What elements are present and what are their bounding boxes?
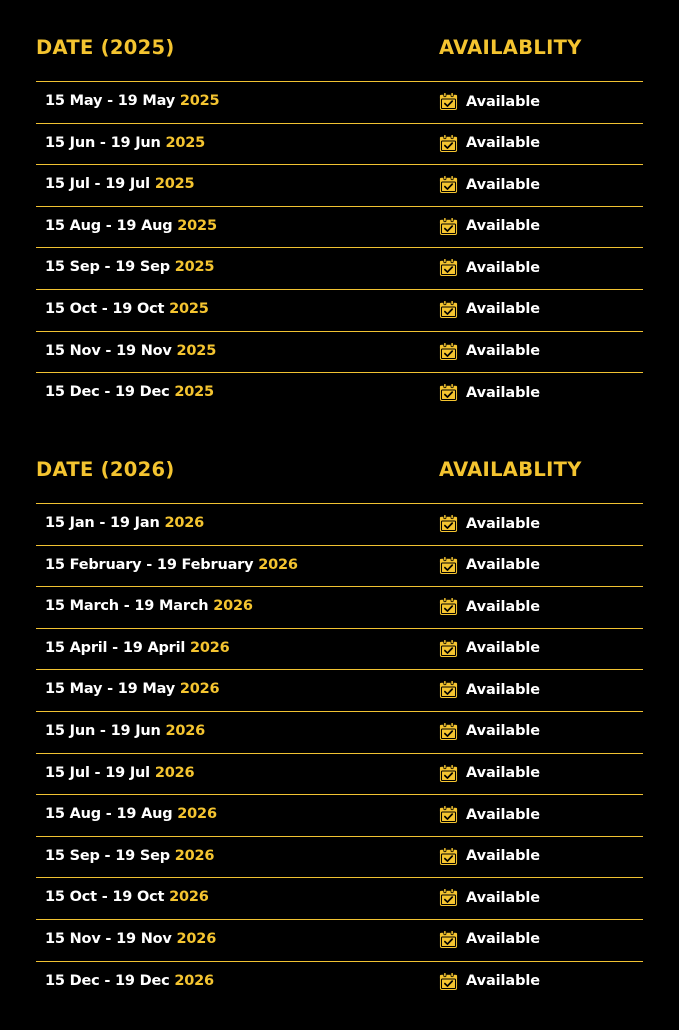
table-header xyxy=(36,422,643,504)
date-range-year: 2025 xyxy=(177,217,217,234)
date-range-year: 2026 xyxy=(165,722,206,739)
status-label: Available xyxy=(466,301,540,318)
date-range xyxy=(45,259,214,275)
availability-status xyxy=(439,597,540,616)
availability-table-2025 xyxy=(36,0,643,415)
status-label: Available xyxy=(466,384,540,401)
availability-status xyxy=(439,300,540,319)
calendar-check-icon xyxy=(439,134,458,153)
table-row xyxy=(36,504,643,546)
date-range xyxy=(45,889,209,905)
date-range xyxy=(45,301,209,317)
date-range xyxy=(45,806,217,822)
availability-status xyxy=(439,92,540,111)
calendar-check-icon xyxy=(439,847,458,866)
status-label: Available xyxy=(466,806,540,823)
date-range xyxy=(45,723,205,739)
date-range-text: 15 Jul - 19 Jul xyxy=(45,764,150,781)
status-label: Available xyxy=(466,259,540,276)
availability-status xyxy=(439,556,540,575)
date-range-year: 2026 xyxy=(179,681,220,698)
date-range-year: 2025 xyxy=(179,93,220,109)
table-row xyxy=(36,712,643,754)
calendar-check-icon xyxy=(439,930,458,949)
date-range xyxy=(45,176,194,192)
status-label: Available xyxy=(466,557,540,574)
table-row xyxy=(36,920,643,962)
date-range-text: 15 Jul - 19 Jul xyxy=(45,176,150,193)
calendar-check-icon xyxy=(439,805,458,824)
availability-status xyxy=(439,175,540,194)
status-label: Available xyxy=(466,931,540,948)
table-row xyxy=(36,629,643,671)
table-body xyxy=(36,82,643,415)
date-range-text: 15 April - 19 April xyxy=(45,639,186,656)
calendar-check-icon xyxy=(439,680,458,699)
calendar-check-icon xyxy=(439,597,458,616)
calendar-check-icon xyxy=(439,639,458,658)
date-range xyxy=(45,640,230,656)
status-label: Available xyxy=(466,765,540,782)
availability-status xyxy=(439,722,540,741)
date-range xyxy=(45,765,194,781)
calendar-check-icon xyxy=(439,514,458,533)
date-range-year: 2026 xyxy=(164,515,204,531)
table-row xyxy=(36,754,643,796)
date-range-year: 2025 xyxy=(174,384,214,401)
date-range-text: 15 Aug - 19 Aug xyxy=(45,806,173,823)
status-label: Available xyxy=(466,343,540,360)
status-label: Available xyxy=(466,93,540,110)
date-range-text: 15 Sep - 19 Sep xyxy=(45,847,170,864)
availability-status xyxy=(439,805,540,824)
availability-status xyxy=(439,342,540,361)
date-range-text: 15 May - 19 May xyxy=(45,681,176,698)
availability-status xyxy=(439,972,540,991)
table-row xyxy=(36,290,643,332)
table-row xyxy=(36,546,643,588)
date-range-text: 15 Dec - 19 Dec xyxy=(45,972,170,989)
date-range xyxy=(45,681,219,697)
calendar-check-icon xyxy=(439,258,458,277)
date-range-text: 15 February - 19 February xyxy=(45,556,254,573)
date-range xyxy=(45,515,204,531)
table-row xyxy=(36,878,643,920)
table-row xyxy=(36,207,643,249)
date-range-year: 2025 xyxy=(154,176,195,193)
date-range-text: 15 Nov - 19 Nov xyxy=(45,930,172,947)
date-range-text: 15 Jun - 19 Jun xyxy=(45,722,161,739)
date-range-text: 15 Sep - 19 Sep xyxy=(45,259,170,276)
calendar-check-icon xyxy=(439,217,458,236)
table-row xyxy=(36,587,643,629)
date-range-year: 2025 xyxy=(174,259,215,276)
date-range-text: 15 Oct - 19 Oct xyxy=(45,300,165,317)
calendar-check-icon xyxy=(439,972,458,991)
date-range-text: 15 Nov - 19 Nov xyxy=(45,342,172,359)
calendar-check-icon xyxy=(439,300,458,319)
date-range-year: 2025 xyxy=(176,342,217,359)
table-row xyxy=(36,124,643,166)
calendar-check-icon xyxy=(439,764,458,783)
availability-status xyxy=(439,764,540,783)
availability-status xyxy=(439,514,540,533)
date-range xyxy=(45,973,214,989)
date-range-text: 15 Oct - 19 Oct xyxy=(45,889,165,906)
date-range-year: 2026 xyxy=(190,639,230,656)
date-range-year: 2026 xyxy=(258,556,298,573)
availability-status xyxy=(439,258,540,277)
table-row xyxy=(36,962,643,1004)
calendar-check-icon xyxy=(439,175,458,194)
availability-status xyxy=(439,847,540,866)
status-label: Available xyxy=(466,176,540,193)
date-range-year: 2026 xyxy=(154,764,195,781)
calendar-check-icon xyxy=(439,342,458,361)
availability-status xyxy=(439,217,540,236)
date-column-header: DATE (2026) xyxy=(36,458,175,481)
date-range-year: 2026 xyxy=(213,598,253,615)
availability-status xyxy=(439,930,540,949)
table-row xyxy=(36,165,643,207)
table-row xyxy=(36,795,643,837)
availability-status xyxy=(439,639,540,658)
availability-status xyxy=(439,888,540,907)
table-row xyxy=(36,373,643,415)
date-range-text: 15 Aug - 19 Aug xyxy=(45,217,173,234)
table-row xyxy=(36,837,643,879)
date-range xyxy=(45,384,214,400)
table-header xyxy=(36,0,643,82)
calendar-check-icon xyxy=(439,383,458,402)
availability-status xyxy=(439,383,540,402)
date-range-year: 2026 xyxy=(174,847,215,864)
status-label: Available xyxy=(466,135,540,152)
status-label: Available xyxy=(466,515,540,532)
date-range xyxy=(45,848,214,864)
date-range xyxy=(45,557,298,573)
date-range xyxy=(45,93,219,109)
table-body xyxy=(36,504,643,1003)
date-range-text: 15 Jun - 19 Jun xyxy=(45,134,161,151)
status-label: Available xyxy=(466,723,540,740)
date-range-year: 2026 xyxy=(177,806,217,823)
date-range-year: 2025 xyxy=(165,134,206,151)
date-range xyxy=(45,343,216,359)
availability-status xyxy=(439,680,540,699)
date-range-text: 15 May - 19 May xyxy=(45,93,176,109)
availability-table-2026 xyxy=(36,422,643,1003)
date-column-header: DATE (2025) xyxy=(36,36,175,59)
calendar-check-icon xyxy=(439,92,458,111)
table-row xyxy=(36,248,643,290)
calendar-check-icon xyxy=(439,888,458,907)
table-row xyxy=(36,332,643,374)
status-label: Available xyxy=(466,848,540,865)
date-range xyxy=(45,931,216,947)
calendar-check-icon xyxy=(439,722,458,741)
date-range-text: 15 March - 19 March xyxy=(45,598,209,615)
date-range-year: 2026 xyxy=(176,930,217,947)
table-row xyxy=(36,670,643,712)
availability-column-header: AVAILABLITY xyxy=(439,458,582,481)
date-range-year: 2026 xyxy=(169,889,209,906)
status-label: Available xyxy=(466,681,540,698)
status-label: Available xyxy=(466,640,540,657)
date-range-year: 2026 xyxy=(174,972,214,989)
date-range xyxy=(45,135,205,151)
date-range xyxy=(45,218,217,234)
calendar-check-icon xyxy=(439,556,458,575)
status-label: Available xyxy=(466,889,540,906)
date-range-year: 2025 xyxy=(169,300,209,317)
status-label: Available xyxy=(466,218,540,235)
date-range xyxy=(45,598,253,614)
date-range-text: 15 Jan - 19 Jan xyxy=(45,515,160,531)
availability-column-header: AVAILABLITY xyxy=(439,36,582,59)
status-label: Available xyxy=(466,598,540,615)
status-label: Available xyxy=(466,973,540,990)
availability-status xyxy=(439,134,540,153)
table-row xyxy=(36,82,643,124)
date-range-text: 15 Dec - 19 Dec xyxy=(45,384,170,401)
